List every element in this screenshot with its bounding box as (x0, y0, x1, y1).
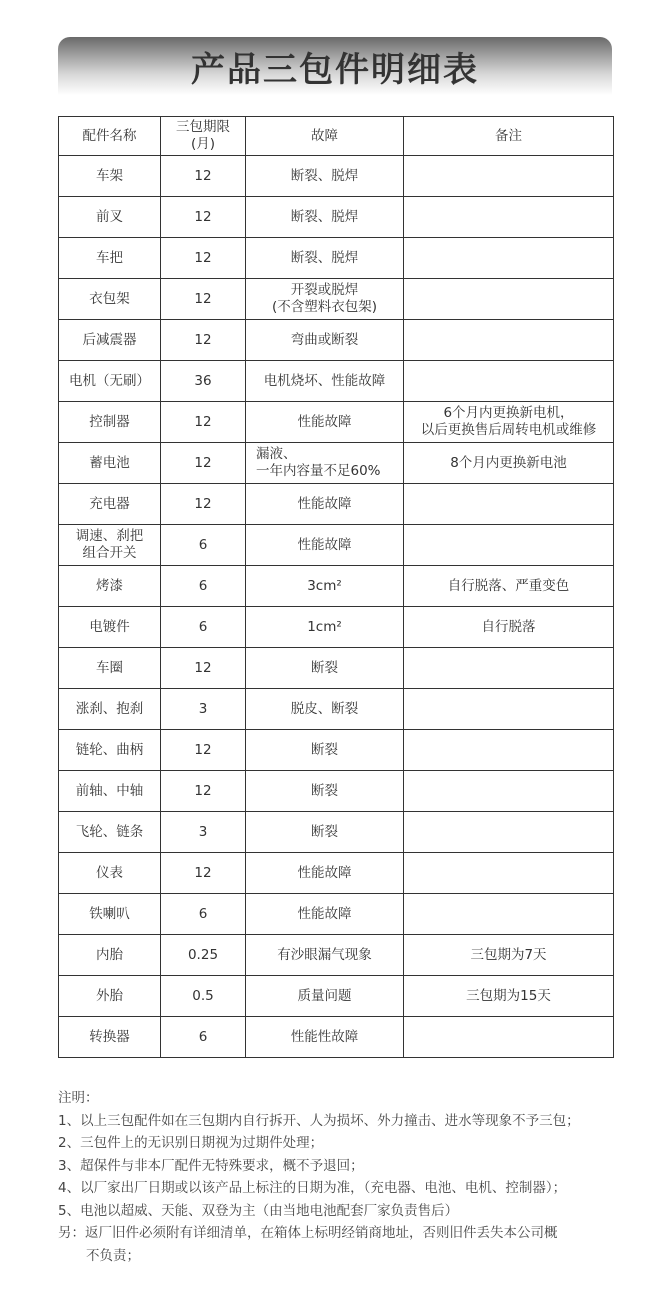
cell-remark (404, 853, 614, 894)
table-row (59, 566, 614, 607)
cell-warranty-period: 12 (161, 648, 246, 689)
note-item: 2、三包件上的无识别日期视为过期件处理； (58, 1135, 324, 1151)
header-warranty-period: 三包期限 (月) (161, 117, 246, 156)
cell-part-name: 后减震器 (59, 320, 161, 361)
table-row (59, 771, 614, 812)
cell-warranty-period: 12 (161, 402, 246, 443)
table-row (59, 689, 614, 730)
cell-remark: 三包期为15天 (404, 976, 614, 1017)
cell-part-name: 车架 (59, 156, 161, 197)
note-item: 1、以上三包配件如在三包期内自行拆开、人为损坏、外力撞击、进水等现象不予三包； (58, 1112, 580, 1129)
header-part-name: 配件名称 (59, 117, 161, 156)
cell-part-name: 铁喇叭 (59, 894, 161, 935)
table-row (59, 976, 614, 1017)
cell-part-name: 前叉 (59, 197, 161, 238)
cell-part-name: 车圈 (59, 648, 161, 689)
cell-fault: 开裂或脱焊 (不含塑料衣包架) (246, 279, 404, 320)
title-banner (58, 37, 612, 95)
cell-warranty-period: 0.5 (161, 976, 246, 1017)
cell-part-name: 蓄电池 (59, 443, 161, 484)
table-row (59, 443, 614, 484)
table-row (59, 935, 614, 976)
cell-warranty-period: 12 (161, 771, 246, 812)
cell-warranty-period: 6 (161, 525, 246, 566)
cell-remark (404, 894, 614, 935)
table-row (59, 484, 614, 525)
table-row (59, 320, 614, 361)
cell-fault: 性能故障 (246, 484, 404, 525)
cell-remark: 6个月内更换新电机， 以后更换售后周转电机或维修 (404, 402, 614, 443)
cell-remark (404, 238, 614, 279)
cell-warranty-period: 12 (161, 730, 246, 771)
cell-fault: 性能故障 (246, 853, 404, 894)
cell-remark: 自行脱落 (404, 607, 614, 648)
cell-remark (404, 648, 614, 689)
cell-fault: 质量问题 (246, 976, 404, 1017)
cell-part-name: 涨刹、抱刹 (59, 689, 161, 730)
notes-heading: 注明： (58, 1090, 99, 1106)
cell-remark (404, 771, 614, 812)
table-row (59, 361, 614, 402)
cell-fault: 断裂、脱焊 (246, 156, 404, 197)
table-row (59, 607, 614, 648)
cell-remark (404, 484, 614, 525)
cell-remark (404, 1017, 614, 1058)
note-item: 4、以厂家出厂日期或以该产品上标注的日期为准，（充电器、电池、电机、控制器）； (58, 1180, 567, 1196)
cell-fault: 脱皮、断裂 (246, 689, 404, 730)
cell-warranty-period: 36 (161, 361, 246, 402)
cell-part-name: 仪表 (59, 853, 161, 894)
table-row (59, 156, 614, 197)
cell-part-name: 充电器 (59, 484, 161, 525)
cell-part-name: 烤漆 (59, 566, 161, 607)
cell-warranty-period: 12 (161, 484, 246, 525)
note-extra: 另：返厂旧件必须附有详细清单，在箱体上标明经销商地址，否则旧件丢失本公司概 (58, 1225, 558, 1241)
cell-fault: 3cm² (246, 566, 404, 607)
cell-part-name: 飞轮、链条 (59, 812, 161, 853)
cell-fault: 电机烧坏、性能故障 (246, 361, 404, 402)
cell-remark (404, 156, 614, 197)
table-row (59, 197, 614, 238)
cell-part-name: 衣包架 (59, 279, 161, 320)
cell-part-name: 电机（无刷） (59, 361, 161, 402)
cell-part-name: 调速、刹把 组合开关 (59, 525, 161, 566)
note-extra-continued: 不负责； (86, 1247, 140, 1264)
cell-fault: 性能性故障 (246, 1017, 404, 1058)
cell-warranty-period: 3 (161, 812, 246, 853)
table-row (59, 730, 614, 771)
cell-fault: 断裂 (246, 771, 404, 812)
header-remark: 备注 (404, 117, 614, 156)
table-row (59, 648, 614, 689)
cell-remark (404, 279, 614, 320)
cell-warranty-period: 6 (161, 566, 246, 607)
table-body (59, 156, 614, 1058)
cell-fault: 有沙眼漏气现象 (246, 935, 404, 976)
cell-warranty-period: 12 (161, 279, 246, 320)
cell-warranty-period: 12 (161, 853, 246, 894)
table-row (59, 812, 614, 853)
cell-remark (404, 197, 614, 238)
cell-warranty-period: 3 (161, 689, 246, 730)
table-row (59, 279, 614, 320)
cell-remark (404, 320, 614, 361)
notes-section (58, 1087, 638, 1267)
cell-fault: 漏液、 一年内容量不足60% (246, 443, 404, 484)
table-row (59, 853, 614, 894)
header-fault: 故障 (246, 117, 404, 156)
cell-fault: 断裂 (246, 812, 404, 853)
cell-warranty-period: 0.25 (161, 935, 246, 976)
cell-remark (404, 812, 614, 853)
cell-part-name: 车把 (59, 238, 161, 279)
cell-fault: 断裂 (246, 648, 404, 689)
note-item: 5、电池以超威、天能、双登为主（由当地电池配套厂家负责售后） (58, 1202, 459, 1219)
cell-warranty-period: 12 (161, 156, 246, 197)
cell-part-name: 内胎 (59, 935, 161, 976)
table-row (59, 1017, 614, 1058)
table-row (59, 894, 614, 935)
warranty-parts-table (58, 116, 614, 1058)
cell-fault: 性能故障 (246, 525, 404, 566)
cell-remark: 自行脱落、严重变色 (404, 566, 614, 607)
cell-remark: 三包期为7天 (404, 935, 614, 976)
cell-warranty-period: 6 (161, 607, 246, 648)
cell-remark: 8个月内更换新电池 (404, 443, 614, 484)
cell-part-name: 链轮、曲柄 (59, 730, 161, 771)
table-row (59, 238, 614, 279)
cell-fault: 1cm² (246, 607, 404, 648)
cell-part-name: 外胎 (59, 976, 161, 1017)
cell-warranty-period: 12 (161, 197, 246, 238)
cell-fault: 弯曲或断裂 (246, 320, 404, 361)
cell-remark (404, 525, 614, 566)
page-title: 产品三包件明细表 (191, 49, 479, 90)
cell-warranty-period: 12 (161, 443, 246, 484)
cell-fault: 断裂、脱焊 (246, 238, 404, 279)
cell-remark (404, 689, 614, 730)
cell-part-name: 控制器 (59, 402, 161, 443)
table-header-row (59, 117, 614, 156)
cell-remark (404, 730, 614, 771)
cell-fault: 断裂、脱焊 (246, 197, 404, 238)
cell-remark (404, 361, 614, 402)
cell-warranty-period: 6 (161, 1017, 246, 1058)
cell-warranty-period: 6 (161, 894, 246, 935)
cell-fault: 性能故障 (246, 894, 404, 935)
table-row (59, 525, 614, 566)
cell-warranty-period: 12 (161, 238, 246, 279)
cell-warranty-period: 12 (161, 320, 246, 361)
cell-fault: 性能故障 (246, 402, 404, 443)
cell-part-name: 电镀件 (59, 607, 161, 648)
cell-part-name: 转换器 (59, 1017, 161, 1058)
note-item: 3、超保件与非本厂配件无特殊要求，概不予退回； (58, 1157, 364, 1174)
cell-part-name: 前轴、中轴 (59, 771, 161, 812)
table-row (59, 402, 614, 443)
cell-fault: 断裂 (246, 730, 404, 771)
